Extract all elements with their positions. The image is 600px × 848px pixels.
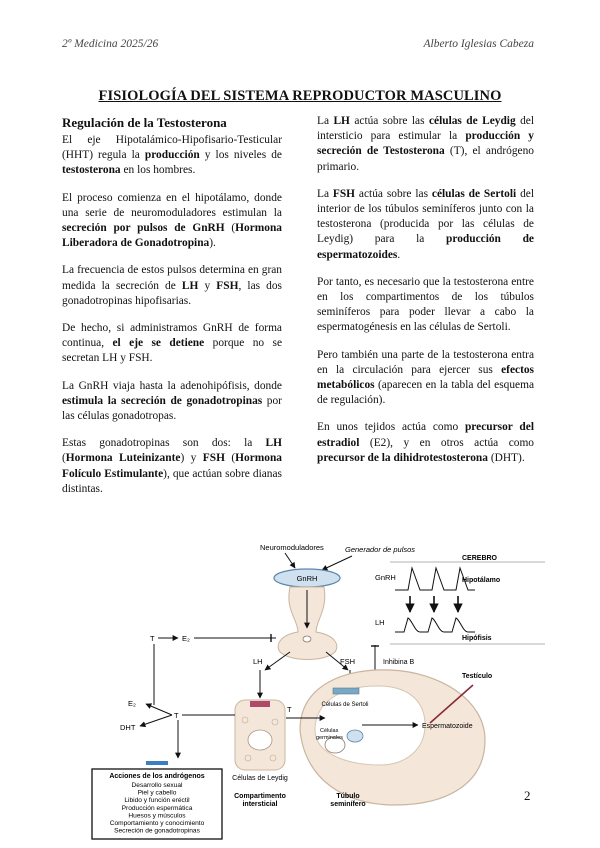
text-run: ( <box>224 222 236 235</box>
label-intersticial: intersticial <box>242 801 278 808</box>
acciones-item: Comportamiento y conocimiento <box>109 820 205 827</box>
label-seminifero: seminífero <box>330 801 366 808</box>
text-run: En unos tejidos actúa como <box>317 421 465 434</box>
bold-text: FSH <box>216 279 239 292</box>
page-title: FISIOLOGÍA DEL SISTEMA REPRODUCTOR MASCULINO <box>98 88 502 104</box>
text-run: La GnRH viaja hasta la adenohipófisis, donde <box>62 379 282 392</box>
label-germinales: germinales <box>316 735 343 741</box>
acciones-item: Producción espermática <box>121 804 193 812</box>
bold-text: precursor del estradiol <box>317 421 534 449</box>
paragraph <box>62 379 282 425</box>
bold-text: producción <box>144 149 200 162</box>
label-hipotalamo: Hipotálamo <box>462 577 501 584</box>
text-run: (T), el andrógeno primario. <box>317 145 534 173</box>
acciones-item: Huesos y músculos <box>128 812 186 820</box>
text-run: . <box>397 248 401 261</box>
hht-axis-diagram <box>90 540 545 840</box>
paragraph <box>317 114 534 175</box>
text-run: ( <box>224 452 236 465</box>
paragraph <box>62 191 282 252</box>
label-fsh: FSH <box>340 657 355 666</box>
right-column <box>317 114 534 478</box>
text-run: La <box>317 115 334 127</box>
text-run: El proceso comienza en el hipotálamo, donde una serie de neuromoduladores estimulan la <box>62 191 282 219</box>
paragraph <box>62 263 282 309</box>
text-run: en los hombres. <box>120 164 196 177</box>
text-run: porque no se secretan LH y FSH. <box>62 337 282 365</box>
acciones-item: Secreción de gonadotropinas <box>114 827 200 835</box>
header-course: 2º Medicina 2025/26 <box>62 38 159 50</box>
bold-text: FSH <box>202 452 225 465</box>
label-cerebro: CEREBRO <box>462 555 498 562</box>
label-compartimento: Compartimento <box>234 793 286 800</box>
text-run: , las dos gonadotropinas hipofisarias. <box>62 279 282 307</box>
acciones-item: Desarrollo sexual <box>131 782 183 789</box>
label-lh: LH <box>253 657 263 666</box>
label-e2-feedback: E₂ <box>182 634 190 643</box>
text-run: Estas gonadotropinas son dos: la <box>62 437 266 450</box>
bold-text: células de Leydig <box>428 115 516 127</box>
leydig-bar <box>250 701 270 707</box>
paragraph <box>317 187 534 263</box>
text-run: ) y <box>180 452 203 465</box>
paragraph <box>62 436 282 497</box>
bold-text: precursor de la dihidrotestosterona <box>317 451 488 464</box>
text-run: (aparecen en la tabla del esquema de regulación). <box>317 379 534 407</box>
label-neuromoduladores: Neuromoduladores <box>260 543 324 552</box>
gnrh-bubble-label: GnRH <box>296 574 318 583</box>
text-run: actúa sobre las <box>355 187 432 200</box>
label-tubulo: Túbulo <box>336 793 360 800</box>
label-generador: Generador de pulsos <box>345 545 416 554</box>
label-inhibina: Inhibina B <box>383 659 415 666</box>
label-gnrh-pulses: GnRH <box>375 573 396 582</box>
bold-text: Hormona Luteinizante <box>65 452 181 465</box>
text-run: Pero también una parte de la testosterona entra en la circulación para ejercer sus <box>317 348 534 376</box>
acciones-item: Piel y cabello <box>137 789 177 797</box>
diagram-svg <box>90 540 545 840</box>
page-number: 2 <box>524 788 531 803</box>
bold-text: células de Sertoli <box>431 187 517 200</box>
label-leydig: Células de Leydig <box>232 775 288 782</box>
label-hipofisis: Hipófisis <box>462 635 492 642</box>
label-espermatozoide: Espermatozoide <box>422 723 473 730</box>
text-run: ). <box>209 237 216 250</box>
label-lh-pulses: LH <box>375 618 385 627</box>
bold-text: testosterona <box>62 164 121 177</box>
bold-text: LH <box>265 437 282 450</box>
bold-text: LH <box>181 279 199 292</box>
label-sertoli: Células de Sertoli <box>321 702 369 708</box>
lh-pulse-line <box>395 618 475 632</box>
bold-text: Hormona Liberadora de Gonadotropina <box>62 222 282 250</box>
bold-text: LH <box>333 115 350 127</box>
section-heading: Regulación de la Testosterona <box>62 115 227 130</box>
bold-text: FSH <box>332 187 356 200</box>
text-run: por las células gonadotropas. <box>62 394 282 423</box>
acciones-item: Libido y función eréctil <box>124 797 190 805</box>
header-author: Alberto Iglesias Cabeza <box>423 38 534 50</box>
text-run: De hecho, si administramos GnRH de forma continua, <box>62 322 282 350</box>
label-t-left: T <box>174 711 179 720</box>
paragraph <box>317 275 534 336</box>
text-run: La frecuencia de estos pulsos determina en gran medida la secreción de <box>62 264 282 292</box>
box-bar <box>146 761 168 765</box>
paragraph <box>317 420 534 466</box>
acciones-title: Acciones de los andrógenos <box>109 773 205 780</box>
text-run: del interior de los túbulos seminíferos junto con la testosterona (producida por las células de Leydig) para la <box>317 187 534 246</box>
sertoli-bar <box>333 688 359 694</box>
bold-text: producción y secreción de Testosterona <box>317 130 534 158</box>
bold-text: el eje se detiene <box>112 337 205 350</box>
bold-text: secreción por pulsos de GnRH <box>62 222 225 235</box>
label-testiculo: Testículo <box>462 673 493 680</box>
text-run: y <box>198 279 217 292</box>
bold-text: estimula la secreción de gonadotropinas <box>62 394 263 407</box>
text-run: (E2), y en otros actúa como <box>359 436 534 449</box>
text-run: (DHT). <box>487 451 525 464</box>
text-run: y los niveles de <box>199 149 282 162</box>
label-dht: DHT <box>120 723 136 732</box>
paragraph <box>62 321 282 367</box>
label-t-feedback: T <box>150 634 155 643</box>
text-run: del intersticio para estimular la <box>317 115 534 143</box>
paragraph <box>317 348 534 409</box>
label-celulas-germinales: Células <box>320 728 339 734</box>
text-run: actúa sobre las <box>349 115 429 127</box>
text-run: Por tanto, es necesario que la testosterona entre en los compartimentos de los túbulos seminíferos para poder llevar a cabo la espermatogénesis en las células de Sertoli. <box>317 275 534 334</box>
text-run: ), que actúan sobre dianas distintas. <box>62 467 282 495</box>
text-run: ( <box>62 452 66 465</box>
label-t-tubule: T <box>287 705 292 714</box>
bold-text: Hormona Folículo Estimulante <box>62 452 282 480</box>
paragraph <box>62 133 282 179</box>
text-run: El eje Hipotalámico-Hipofisario-Testicular (HHT) regula la <box>62 134 282 162</box>
bold-text: producción de espermatozoides <box>317 233 534 261</box>
label-e2-left: E₂ <box>128 699 136 708</box>
text-run: La <box>317 187 333 200</box>
bold-text: efectos metabólicos <box>317 363 534 392</box>
left-column <box>62 114 282 509</box>
